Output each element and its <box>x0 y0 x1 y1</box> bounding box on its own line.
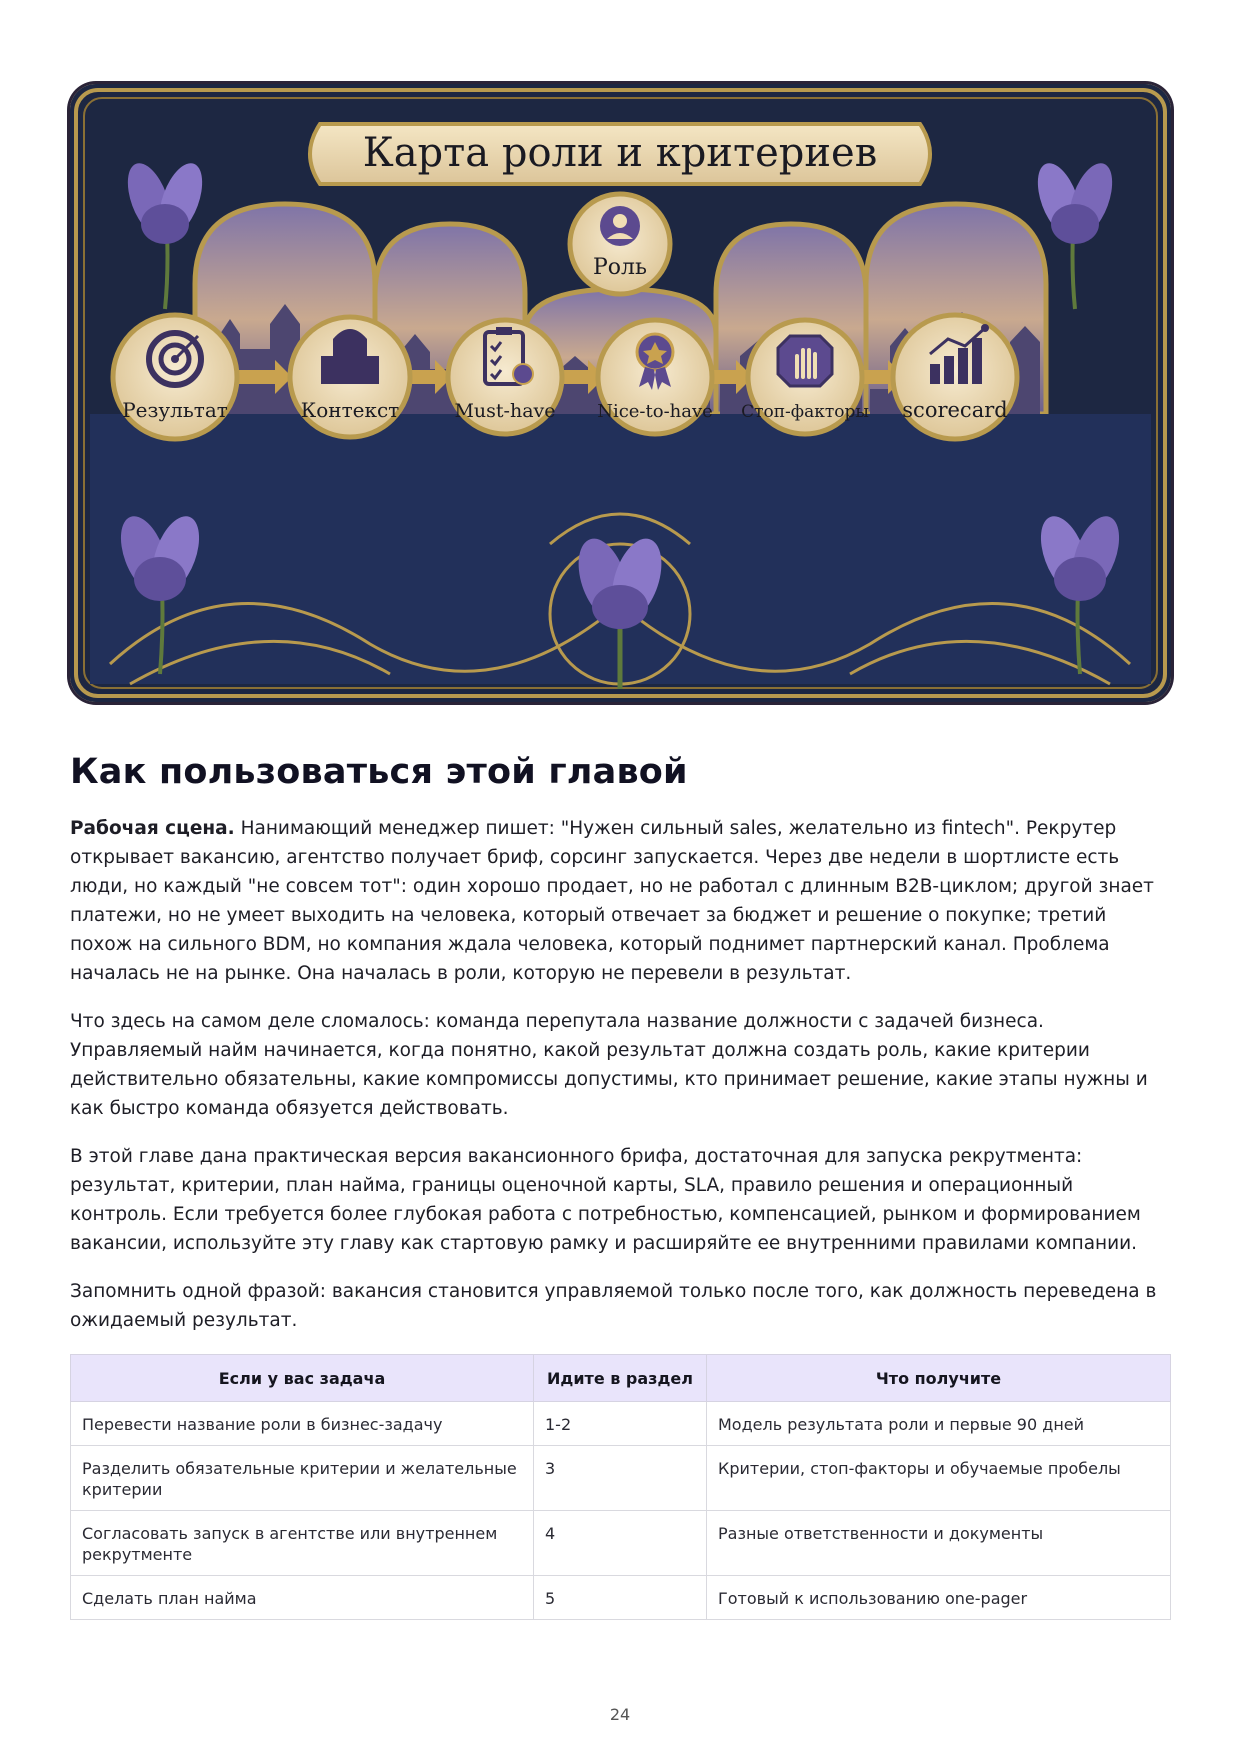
table-row <box>71 1402 1171 1446</box>
table-cell: Перевести название роли в бизнес-задачу <box>71 1402 534 1446</box>
column-header-section: Идите в раздел <box>534 1355 707 1402</box>
table-row <box>71 1446 1171 1511</box>
table-cell: Готовый к использованию one-pager <box>707 1576 1171 1620</box>
table-cell: Сделать план найма <box>71 1576 534 1620</box>
paragraph-what-broke: Что здесь на самом деле сломалось: команда перепутала название должности с задачей бизнеса. Управляемый найм начинается, когда понятно, какой результат должна создать роль, какие критерии действительно обязательны, какие компромиссы допустимы, кто принимает решение, какие этапы нужны и как быстро команда обязуется действовать. <box>70 1011 1148 1119</box>
chapter-illustration <box>70 84 1171 702</box>
table-cell: Модель результата роли и первые 90 дней <box>707 1402 1171 1446</box>
step-label: scorecard <box>902 398 1008 422</box>
step-label: Результат <box>122 398 228 422</box>
table-header-row <box>71 1355 1171 1402</box>
column-header-task: Если у вас задача <box>71 1355 534 1402</box>
role-criteria-map <box>70 84 1171 702</box>
table-cell: 5 <box>534 1576 707 1620</box>
role-label: Роль <box>592 255 648 280</box>
step-medallion-6 <box>893 315 1017 439</box>
step-label: Must-have <box>454 400 556 422</box>
person-icon <box>600 206 640 246</box>
page-content <box>70 84 1171 1620</box>
paragraph-lead: Рабочая сцена. <box>70 818 235 839</box>
step-label: Контекст <box>300 398 400 422</box>
table-row <box>71 1576 1171 1620</box>
paragraph-chapter-scope: В этой главе дана практическая версия вакансионного брифа, достаточная для запуска рекрутмента: результат, критерии, план найма, границы оценочной карты, SLA, правило решения и операционный контроль. Если требуется более глубокая работа с потребностью, компенсацией, рынком и формированием вакансии, используйте эту главу как стартовую рамку и расширяйте ее внутренними правилами компании. <box>70 1146 1141 1254</box>
step-medallion-4 <box>597 320 713 434</box>
paragraph-work-scene <box>70 814 1171 988</box>
page-number: 24 <box>609 1705 631 1724</box>
paragraph-body: Нанимающий менеджер пишет: "Нужен сильный sales, желательно из fintech". Рекрутер открывает вакансию, агентство получает бриф, сорсинг запускается. Через две недели в шортлисте есть люди, но каждый "не совсем тот": один хорошо продает, но не работал с длинным B2B-циклом; другой знает платежи, но не умеет выходить на человека, который отвечает за бюджет и решение о покупке; третий похож на сильного BDM, но компания ждала человека, который поднимет партнерский канал. Проблема началась не на рынке. Она началась в роли, которую не перевели в результат. <box>70 818 1154 984</box>
stop-hand-icon <box>778 336 832 386</box>
illustration-title: Карта роли и критериев <box>362 130 878 176</box>
paragraph-summary: Запомнить одной фразой: вакансия становится управляемой только после того, как должность переведена в ожидаемый результат. <box>70 1281 1157 1331</box>
table-cell: Разделить обязательные критерии и желательные критерии <box>71 1446 534 1511</box>
title-banner <box>310 124 930 184</box>
table-cell: 1-2 <box>534 1402 707 1446</box>
step-medallion-2 <box>290 317 410 437</box>
step-label: Стоп-факторы <box>741 402 869 422</box>
table-cell: Разные ответственности и документы <box>707 1511 1171 1576</box>
navigation-table <box>70 1354 1171 1620</box>
column-header-result: Что получите <box>707 1355 1171 1402</box>
section-heading: Как пользоваться этой главой <box>70 752 688 792</box>
step-medallion-1 <box>113 315 237 439</box>
table-row <box>71 1511 1171 1576</box>
table-cell: Критерии, стоп-факторы и обучаемые пробелы <box>707 1446 1171 1511</box>
step-label: Nice-to-have <box>597 401 713 422</box>
role-medallion <box>570 194 670 294</box>
table-cell: 4 <box>534 1511 707 1576</box>
step-medallion-3 <box>448 320 562 434</box>
table-cell: Согласовать запуск в агентстве или внутреннем рекрутменте <box>71 1511 534 1576</box>
table-cell: 3 <box>534 1446 707 1511</box>
